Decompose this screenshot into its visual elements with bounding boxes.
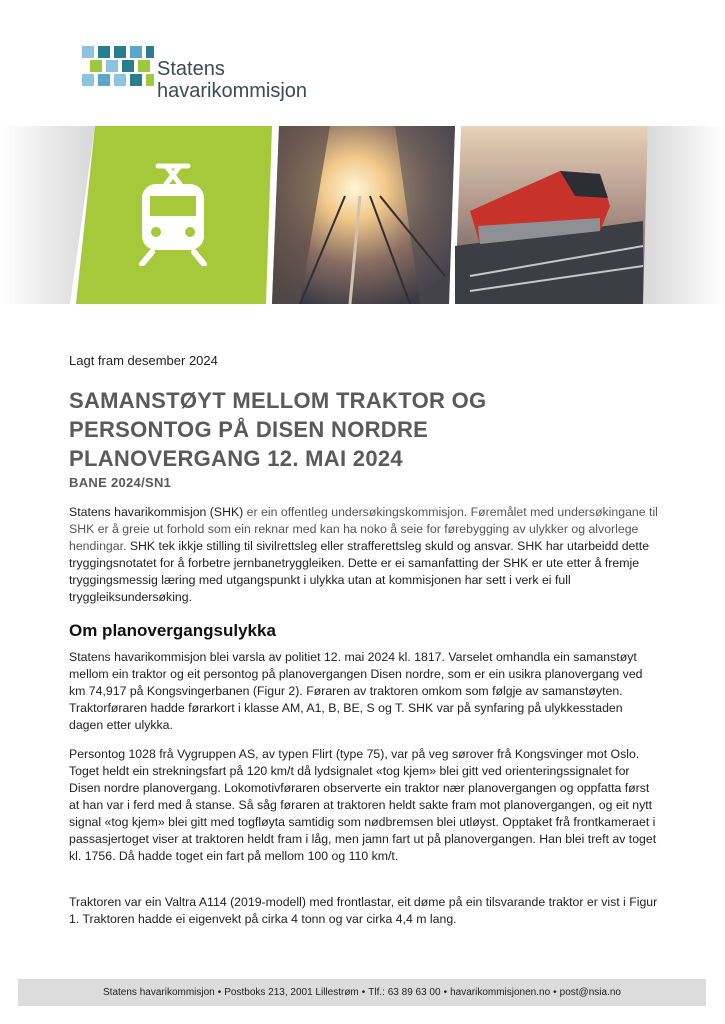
- footer-separator: •: [553, 987, 557, 998]
- logo-wordmark: [157, 58, 307, 102]
- shk-logo: [80, 44, 340, 106]
- page-footer: [18, 979, 706, 1006]
- footer-website-link[interactable]: havarikommisjonen.no: [450, 987, 551, 998]
- header-banner: [0, 126, 725, 304]
- logo-line-2: havarikommisjon: [157, 80, 308, 102]
- section-heading: Om planovergangsulykka: [69, 621, 276, 640]
- intro-part-a: Statens havarikommisjon (SHK): [69, 505, 244, 519]
- footer-email-link[interactable]: post@nsia.no: [559, 987, 621, 998]
- report-reference: BANE 2024/SN1: [69, 475, 172, 490]
- intro-paragraph: [69, 504, 659, 606]
- title-line: PLANOVERGANG 12. MAI 2024: [69, 446, 403, 471]
- footer-separator: •: [443, 987, 448, 998]
- title-line: SAMANSTØYT MELLOM TRAKTOR OG: [69, 388, 487, 413]
- footer-phone: Tlf.: 63 89 63 00: [368, 987, 441, 998]
- intro-part-c: SHK tek ikkje stilling til sivilrettsleg eller strafferettsleg skuld og ansvar. SHK har utarbeidd dette tryggingsnotatet for å forbetre jernbanetryggleiken. Dette er ei samanfatting der SHK er ute etter å fremje tryggingsmessig læring med utgangspunkt i ulykka utan at kommisjonen har sett i verk ei full tryggleiksundersøking.: [69, 539, 650, 604]
- title-line: PERSONTOG PÅ DISEN NORDRE: [69, 417, 429, 442]
- footer-separator: •: [217, 987, 222, 998]
- publication-date: Lagt fram desember 2024: [69, 353, 218, 368]
- body-paragraph: Persontog 1028 frå Vygruppen AS, av typen Flirt (type 75), var på veg sørover frå Kongsvinger mot Oslo. Toget heldt ein strekningsfart på 120 km/t då lydsignalet «tog kjem» blei gitt ved orienteringssignalet for Disen nordre planovergang. Lokomotivføraren observerte ein traktor nær planovergangen og oppfatta først at han var i ferd med å stanse. Så såg føraren at traktoren heldt sakte fram mot planovergangen, og eit nytt signal «tog kjem» blei gitt med togfløyta samtidig som nødbremsen blei utløyst. Opptaket frå frontkameraet i passasjertoget viser at traktoren heldt fram i låg, men jamn fart ut på planovergangen. Han blei treft av toget kl. 1756. Då hadde toget ein fart på mellom 100 og 110 km/t.: [69, 747, 657, 863]
- report-title: [69, 386, 669, 473]
- banner-graphic: [0, 126, 725, 304]
- train-icon: [128, 156, 218, 266]
- footer-separator: •: [361, 987, 366, 998]
- footer-org: Statens havarikommisjon: [103, 987, 215, 998]
- footer-address: Postboks 213, 2001 Lillestrøm: [224, 987, 359, 998]
- intro-part-b: er ein offentleg undersøkingskommisjon. Føremålet med undersøkingane til SHK er å greie ut forhold som ein reknar med kan ha noko å seie for førebygging av ulykker og alvorlege hendingar.: [69, 505, 658, 553]
- body-paragraph: Traktoren var ein Valtra A114 (2019-modell) med frontlastar, eit døme på ein tilsvarande traktor er vist i Figur 1. Traktoren hadde ei eigenvekt på cirka 4 tonn og var cirka 4,4 m lang.: [69, 895, 658, 926]
- logo-mark: [80, 44, 156, 88]
- logo-line-1: Statens: [157, 58, 225, 80]
- body-paragraph: Statens havarikommisjon blei varsla av politiet 12. mai 2024 kl. 1817. Varselet omhandla ein samanstøyt mellom ein traktor og eit persontog på planovergangen Disen nordre, som er ein usikra planovergang ved km 74,917 på Kongsvingerbanen (Figur 2). Føraren av traktoren omkom som følgje av samanstøyten. Traktorføraren hadde førarkort i klasse AM, A1, B, BE, S og T. SHK var på synfaring på ulykkesstaden dagen etter ulykka.: [69, 650, 643, 732]
